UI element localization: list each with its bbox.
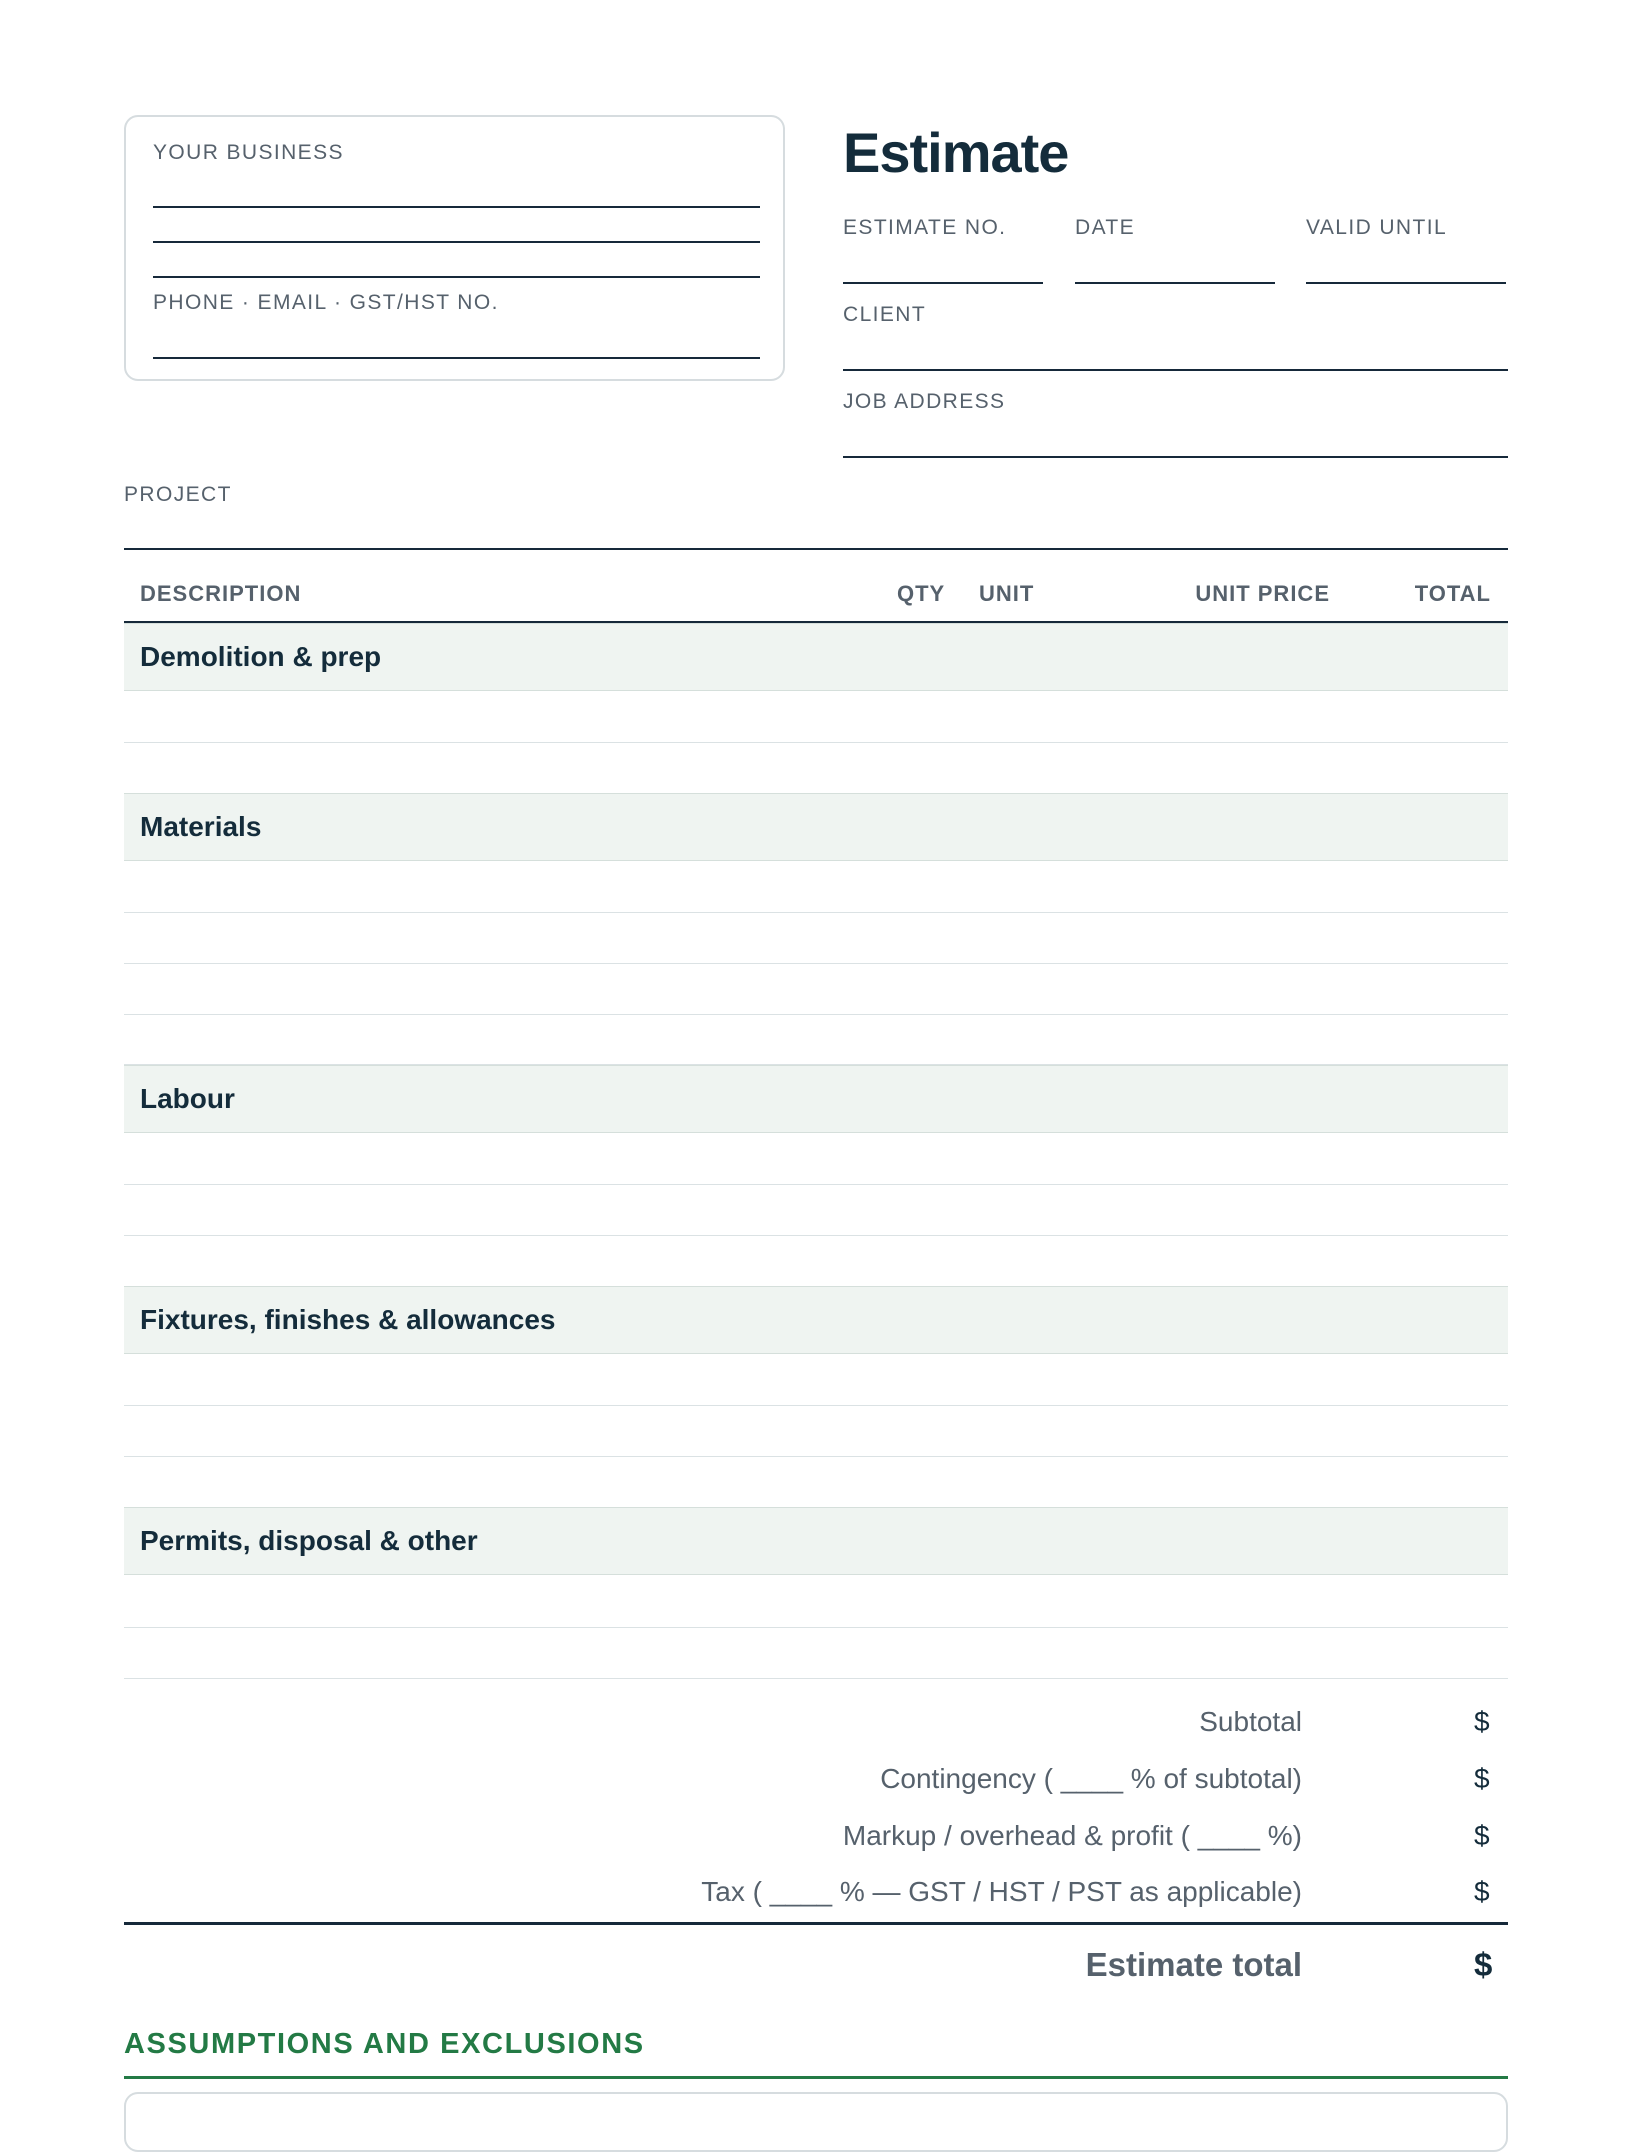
table-row[interactable] [124, 1184, 1508, 1185]
job-address-field[interactable] [843, 456, 1508, 458]
markup-value[interactable]: $ [1474, 1820, 1490, 1851]
date-label: DATE [1075, 216, 1136, 239]
valid-until-label: VALID UNTIL [1306, 216, 1448, 239]
section-title: Labour [140, 1083, 235, 1114]
markup-label: Markup / overhead & profit ( ____ %) [842, 1820, 1302, 1851]
business-label: YOUR BUSINESS [153, 141, 344, 164]
business-address-field[interactable] [153, 241, 760, 243]
tax-value[interactable]: $ [1474, 1876, 1490, 1907]
section-permits [124, 1507, 1508, 1575]
job-address-label: JOB ADDRESS [843, 390, 1006, 413]
table-row[interactable] [124, 1678, 1508, 1679]
client-label: CLIENT [843, 303, 927, 326]
section-fixtures [124, 1286, 1508, 1354]
section-title: Demolition & prep [140, 641, 382, 672]
tax-label: Tax ( ____ % — GST / HST / PST as applicable) [701, 1876, 1302, 1907]
estimate-total-value[interactable]: $ [1474, 1946, 1493, 1983]
subtotal-value[interactable]: $ [1474, 1706, 1490, 1737]
column-total: TOTAL [1414, 581, 1491, 606]
estimate-no-field[interactable] [843, 282, 1043, 284]
section-title: Materials [140, 811, 262, 842]
column-description: DESCRIPTION [140, 581, 302, 606]
estimate-total-label: Estimate total [1085, 1946, 1302, 1983]
table-row[interactable] [124, 742, 1508, 743]
section-materials [124, 793, 1508, 861]
table-row[interactable] [124, 1456, 1508, 1457]
column-unit: UNIT [979, 581, 1035, 606]
section-title: Fixtures, finishes & allowances [140, 1304, 556, 1335]
project-field[interactable] [124, 548, 1508, 550]
page-title: Estimate [843, 121, 1069, 184]
client-field[interactable] [843, 369, 1508, 371]
project-label: PROJECT [124, 483, 232, 506]
business-address-field-2[interactable] [153, 276, 760, 278]
business-name-field[interactable] [153, 206, 760, 208]
totals-rule [124, 1922, 1508, 1925]
table-row[interactable] [124, 912, 1508, 913]
column-qty: QTY [897, 581, 946, 606]
contingency-label: Contingency ( ____ % of subtotal) [880, 1763, 1302, 1794]
table-row[interactable] [124, 1405, 1508, 1406]
assumptions-box[interactable] [124, 2092, 1508, 2152]
assumptions-rule [124, 2076, 1508, 2079]
valid-until-field[interactable] [1306, 282, 1506, 284]
assumptions-heading: ASSUMPTIONS AND EXCLUSIONS [124, 2028, 645, 2060]
business-contact-label: PHONE · EMAIL · GST/HST NO. [153, 291, 499, 314]
table-row[interactable] [124, 1014, 1508, 1015]
estimate-no-label: ESTIMATE NO. [843, 216, 1007, 239]
table-row[interactable] [124, 1235, 1508, 1236]
date-field[interactable] [1075, 282, 1275, 284]
contingency-value[interactable]: $ [1474, 1763, 1490, 1794]
subtotal-label: Subtotal [1199, 1706, 1302, 1737]
section-labour [124, 1065, 1508, 1133]
section-title: Permits, disposal & other [140, 1525, 478, 1556]
column-unit-price: UNIT PRICE [1195, 581, 1330, 606]
business-contact-field[interactable] [153, 357, 760, 359]
table-row[interactable] [124, 1627, 1508, 1628]
section-demolition [124, 623, 1508, 691]
table-row[interactable] [124, 963, 1508, 964]
